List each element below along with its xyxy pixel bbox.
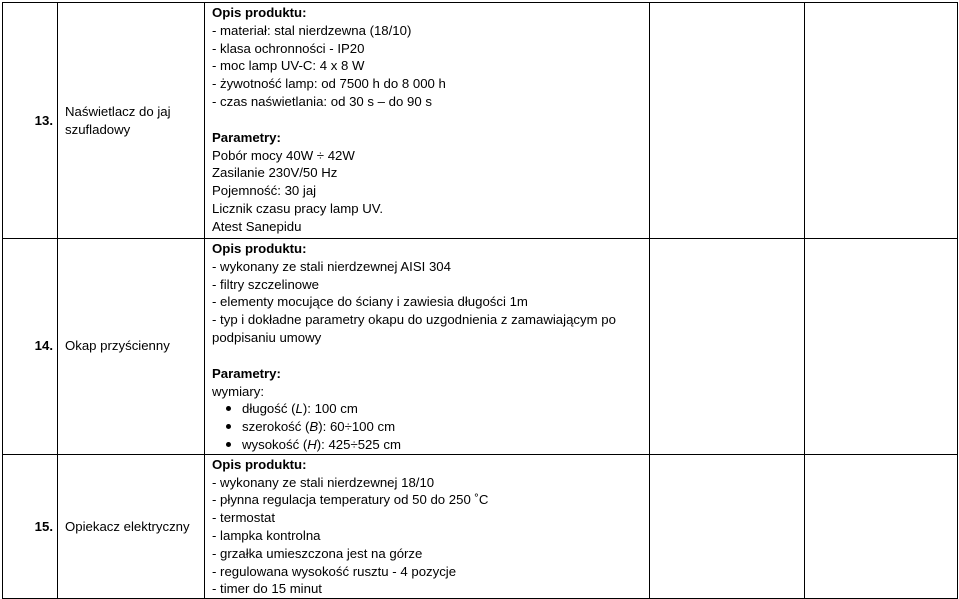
opis-header: Opis produktu: xyxy=(212,5,307,20)
param-header: Parametry: xyxy=(212,365,281,381)
param-line: Pojemność: 30 jaj xyxy=(212,183,317,199)
empty-cell xyxy=(805,454,958,598)
opis-header: Opis produktu: xyxy=(212,241,307,256)
param-intro: wymiary: xyxy=(212,383,265,399)
spec-line: - typ i dokładne parametry okapu do uzgodnienia z zamawiającym po podpisaniu umowy xyxy=(212,312,616,345)
spec-line: - żywotność lamp: od 7500 h do 8 000 h xyxy=(212,76,446,92)
param-line: Licznik czasu pracy lamp UV. xyxy=(212,200,384,216)
product-description xyxy=(205,454,650,598)
product-description xyxy=(205,3,650,239)
empty-cell xyxy=(650,454,805,598)
spec-line: - grzałka umieszczona jest na górze xyxy=(212,545,423,561)
empty-cell xyxy=(650,3,805,239)
table-row xyxy=(3,454,958,598)
empty-cell xyxy=(650,239,805,455)
spec-line: - termostat xyxy=(212,510,276,526)
param-line: Pobór mocy 40W ÷ 42W xyxy=(212,147,355,163)
spec-line: - czas naświetlania: od 30 s – do 90 s xyxy=(212,93,432,109)
spec-line: - filtry szczelinowe xyxy=(212,276,319,292)
spec-line: - regulowana wysokość rusztu - 4 pozycje xyxy=(212,563,457,579)
empty-cell xyxy=(805,3,958,239)
spec-line: - płynna regulacja temperatury od 50 do 250 ˚C xyxy=(212,492,489,508)
spec-line: - lampka kontrolna xyxy=(212,527,321,543)
specification-table xyxy=(2,2,958,599)
row-number: 14. xyxy=(3,239,58,455)
opis-header: Opis produktu: xyxy=(212,456,307,472)
spec-line: - timer do 15 minut xyxy=(212,581,322,597)
row-number: 13. xyxy=(3,3,58,239)
param-line: Atest Sanepidu xyxy=(212,218,302,234)
empty-cell xyxy=(805,239,958,455)
dimension-item: wysokość (H): 425÷525 cm xyxy=(212,436,649,454)
param-line: Zasilanie 230V/50 Hz xyxy=(212,165,338,181)
product-name: Opiekacz elektryczny xyxy=(58,454,205,598)
product-description xyxy=(205,239,650,455)
spec-line: - elementy mocujące do ściany i zawiesia długości 1m xyxy=(212,294,528,310)
spec-line: - materiał: stal nierdzewna (18/10) xyxy=(212,22,412,38)
param-header: Parametry: xyxy=(212,129,281,145)
dimension-item: szerokość (B): 60÷100 cm xyxy=(212,418,649,436)
spec-line: - moc lamp UV-C: 4 x 8 W xyxy=(212,58,365,74)
spec-line: - wykonany ze stali nierdzewnej 18/10 xyxy=(212,474,435,490)
table-row xyxy=(3,3,958,239)
product-name: Naświetlacz do jaj szufladowy xyxy=(58,3,205,239)
spec-line: - klasa ochronności - IP20 xyxy=(212,40,365,56)
row-number: 15. xyxy=(3,454,58,598)
dimension-item: długość (L): 100 cm xyxy=(212,400,649,418)
table-row xyxy=(3,239,958,455)
spec-line: - wykonany ze stali nierdzewnej AISI 304 xyxy=(212,258,451,274)
product-name: Okap przyścienny xyxy=(58,239,205,455)
